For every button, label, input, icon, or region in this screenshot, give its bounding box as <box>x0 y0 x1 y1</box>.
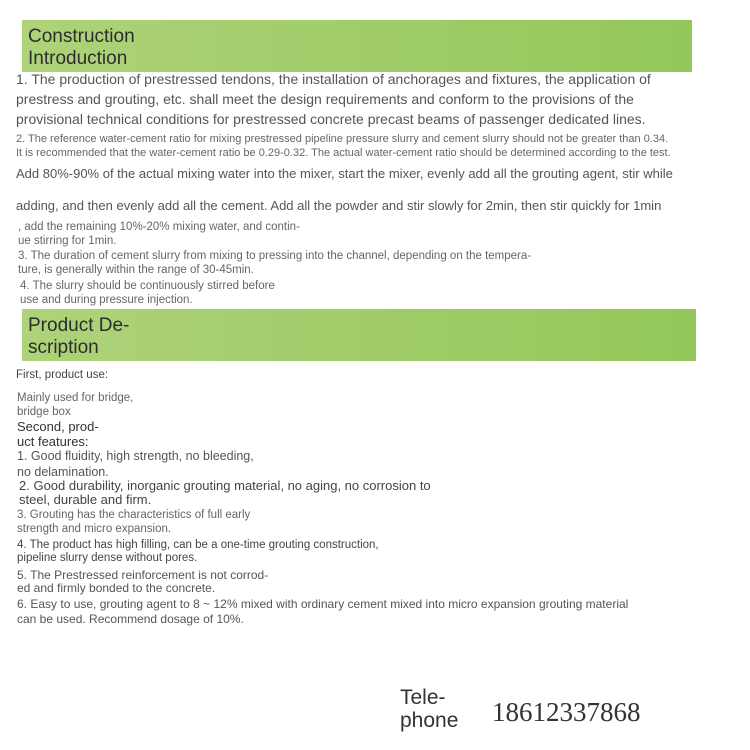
construction-paragraph-1: 1. The production of prestressed tendons, the installation of anchorages and fixtures, the application of prestress and grouting, etc. shall meet the design requirements and conform to the provisions of the provisional technical conditions for prestressed concrete precast beams of passenger dedicated lines. <box>16 71 651 127</box>
telephone-number[interactable]: 18612337868 <box>492 697 641 727</box>
construction-paragraph-5: 4. The slurry should be continuously stirred before use and during pressure injection. <box>20 280 275 306</box>
feature-1: 1. Good fluidity, high strength, no bleeding, no delamination. <box>17 449 254 479</box>
feature-5: 5. The Prestressed reinforcement is not corrod- ed and firmly bonded to the concrete. <box>17 568 269 595</box>
product-description-banner <box>22 309 696 361</box>
product-features-heading: Second, prod- uct features: <box>17 419 99 449</box>
construction-introduction-title: Construction Introduction <box>28 26 135 69</box>
product-use-heading: First, product use: <box>16 369 109 381</box>
construction-paragraph-3b: adding, and then evenly add all the cement. Add all the powder and stir slowly for 2min, then stir quickly for 1min <box>16 198 662 213</box>
construction-paragraph-4: 3. The duration of cement slurry from mixing to pressing into the channel, depending on the tempera- ture, is generally within the range of 30-45min. <box>18 250 532 276</box>
feature-2: 2. Good durability, inorganic grouting material, no aging, no corrosion to steel, durable and firm. <box>19 478 431 507</box>
construction-paragraph-2: 2. The reference water-cement ratio for mixing prestressed pipeline pressure slurry and cement slurry should not be greater than 0.34. It is recommended that the water-cement ratio be 0.29-0.32. The actual water-cement ratio should be determined according to the test. <box>16 133 671 159</box>
construction-introduction-banner <box>22 20 692 72</box>
construction-paragraph-3a: Add 80%-90% of the actual mixing water into the mixer, start the mixer, evenly add all the grouting agent, stir while <box>16 166 673 181</box>
construction-paragraph-3c: , add the remaining 10%-20% mixing water, and contin- ue stirring for 1min. <box>18 221 300 247</box>
feature-4: 4. The product has high filling, can be a one-time grouting construction, pipeline slurry dense without pores. <box>17 539 379 564</box>
telephone-label: Tele- phone <box>400 686 459 732</box>
product-use-text: Mainly used for bridge, bridge box <box>17 392 134 418</box>
product-description-title: Product De- scription <box>28 315 130 358</box>
feature-6: 6. Easy to use, grouting agent to 8 ~ 12% mixed with ordinary cement mixed into micro expansion grouting material can be used. Recommend dosage of 10%. <box>17 597 629 626</box>
feature-3: 3. Grouting has the characteristics of full early strength and micro expansion. <box>17 509 251 535</box>
